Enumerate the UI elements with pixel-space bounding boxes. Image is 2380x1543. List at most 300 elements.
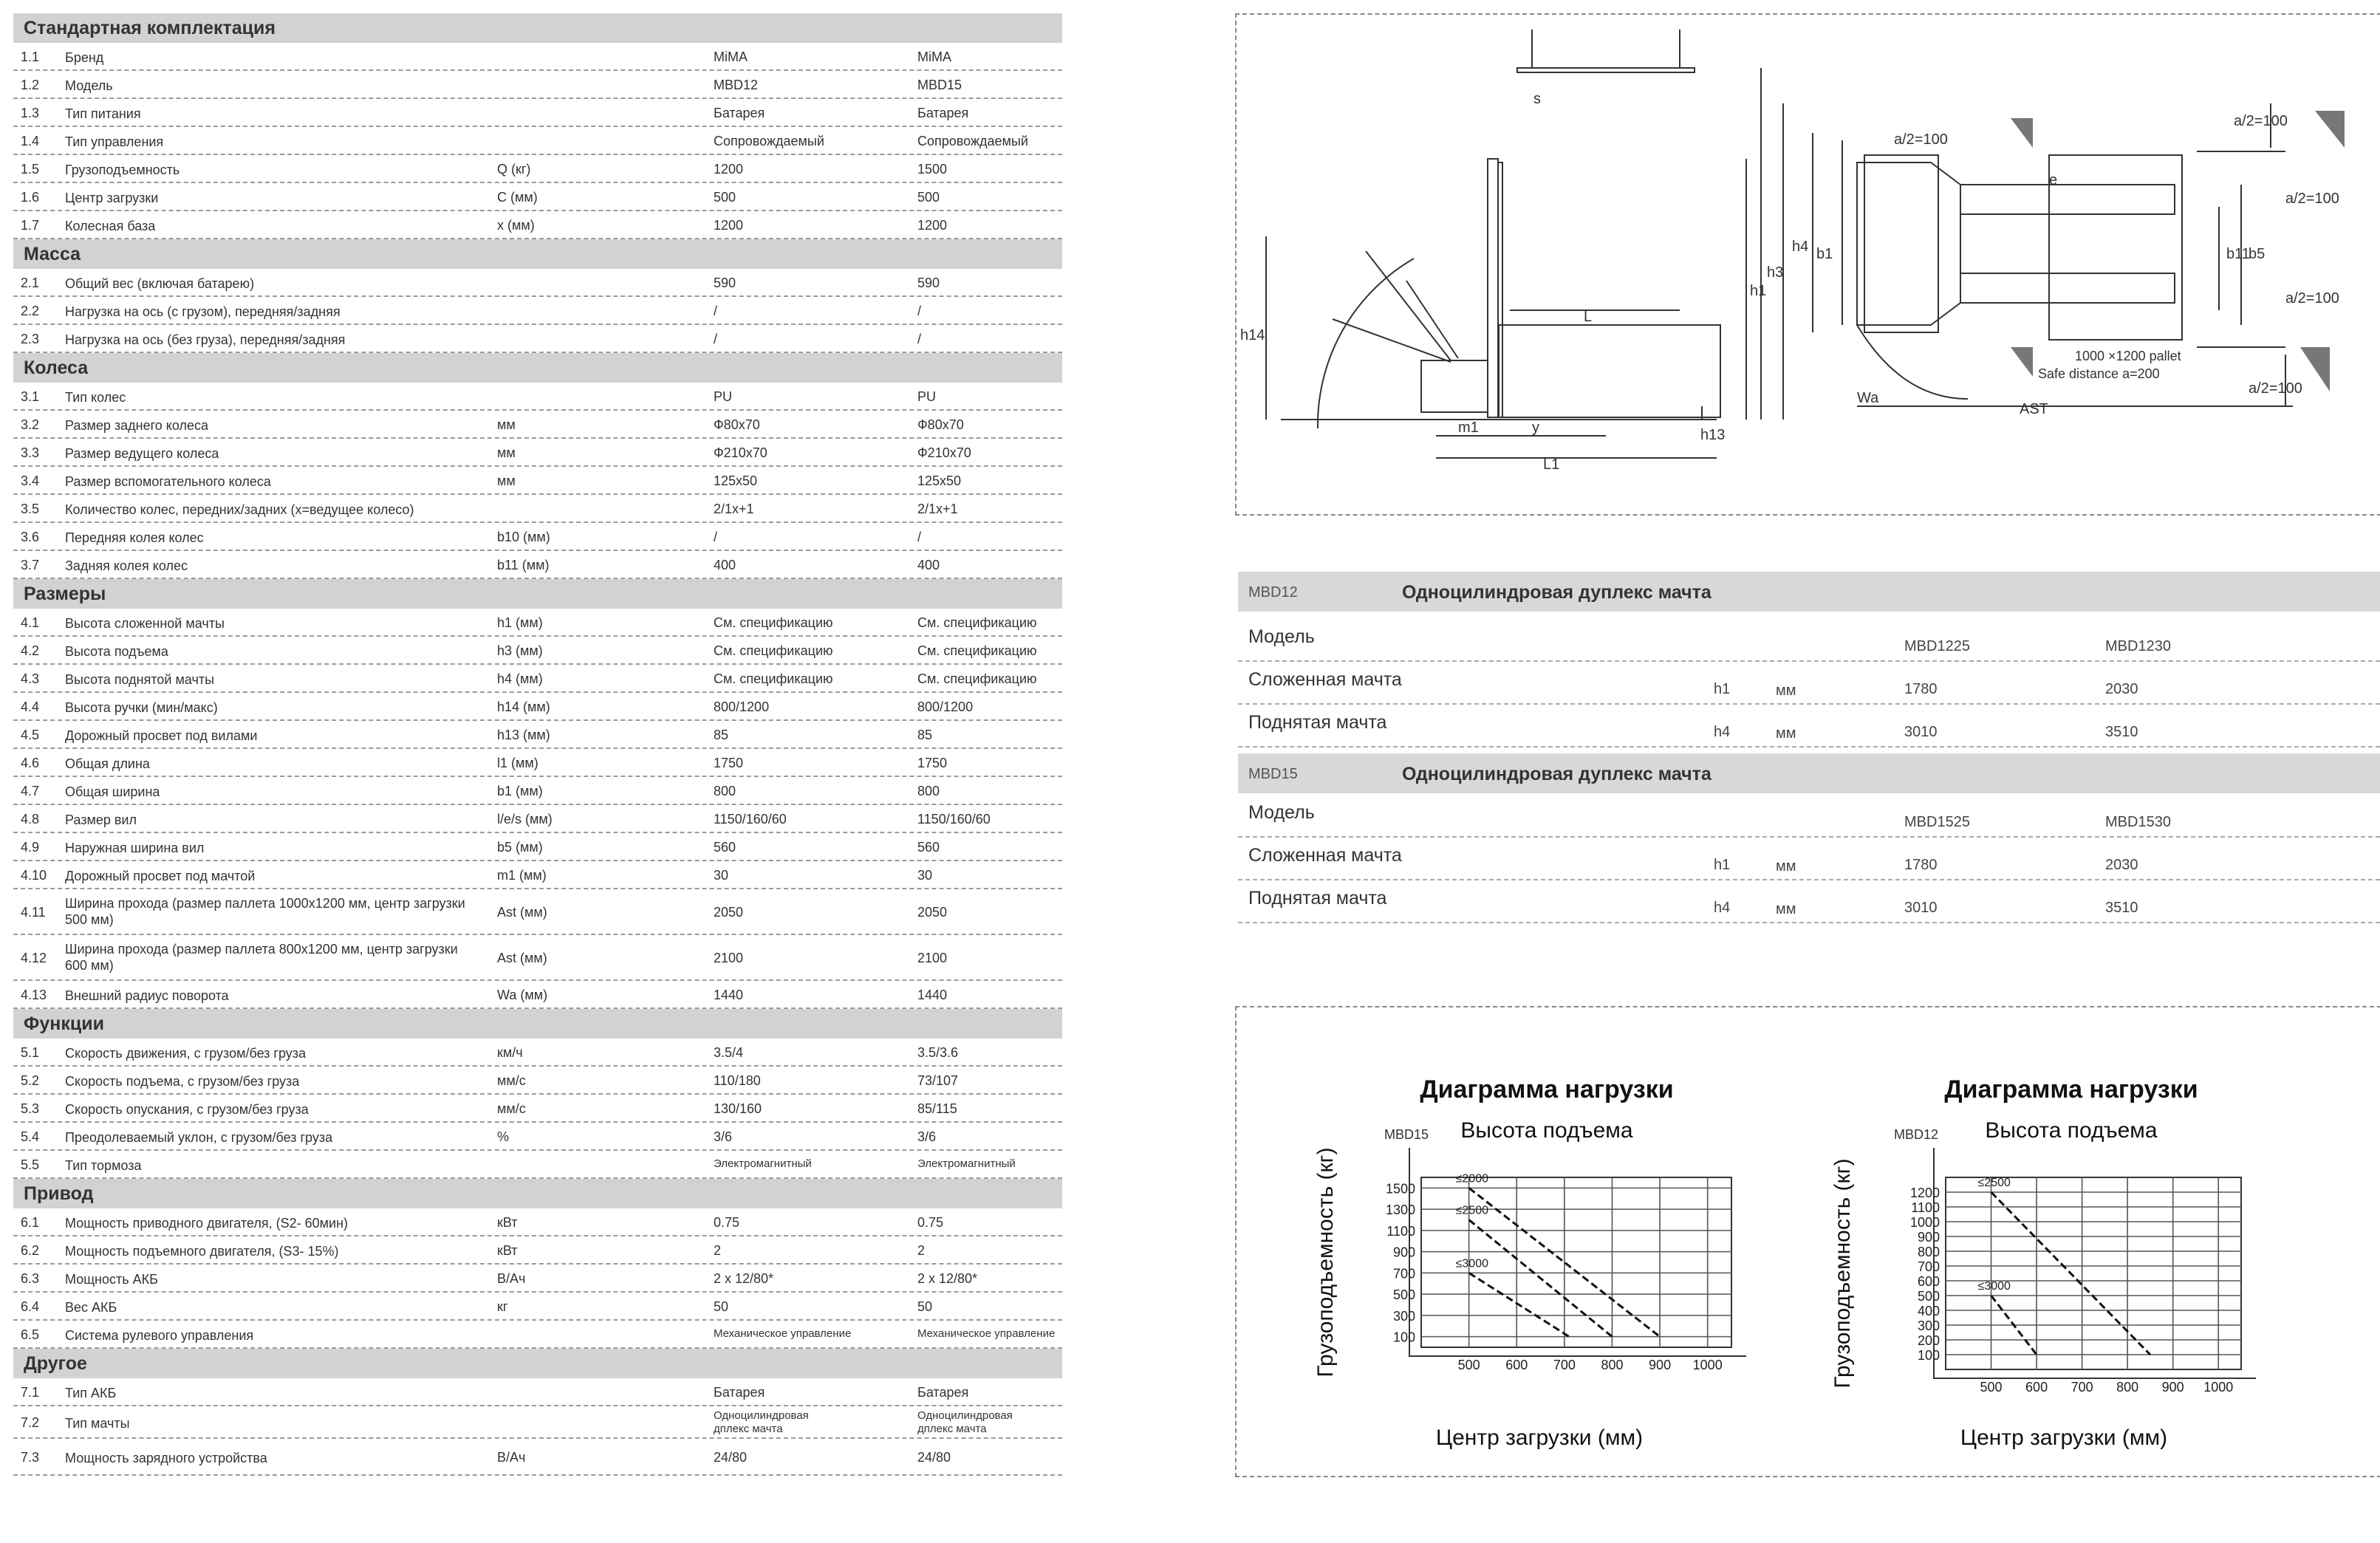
row-unit: l/e/s (мм) [497,812,553,827]
chart-xlabel: Центр загрузки (мм) [1435,1426,1644,1450]
mast-row [1238,795,2380,838]
dim-h14: h14 [1240,327,1265,343]
row-unit: b11 (мм) [497,558,550,572]
row-value-mbd12: 50 [714,1299,729,1314]
mast-row [1238,880,2380,923]
row-value-mbd12: Ф80x70 [714,417,760,432]
spec-row [13,1265,1062,1293]
mast-row [1238,662,2380,705]
row-value-mbd12: 125x50 [714,473,758,488]
row-unit: мм/с [497,1073,526,1088]
row-value-mbd15: 560 [917,840,940,855]
row-number: 4.1 [21,615,40,630]
mast-row-symbol: h1 [1714,681,1731,697]
dim-a2-5: a/2=100 [2249,380,2302,397]
row-number: 4.7 [21,784,40,798]
row-unit: h1 (мм) [497,615,543,630]
x-tick-label: 600 [2025,1380,2048,1395]
row-value-mbd15: 30 [917,868,933,883]
row-value-mbd15: См. спецификацию [917,643,1037,658]
row-unit: h14 (мм) [497,699,550,714]
spec-row [13,495,1062,523]
row-value-mbd12: / [714,530,718,544]
row-value-mbd12: MiMA [714,49,748,64]
spec-row [13,609,1062,637]
dim-AST: AST [2020,401,2048,417]
row-number: 3.1 [21,389,40,404]
row-unit: x (мм) [497,218,535,233]
row-value-mbd15: 2100 [917,951,948,965]
row-value-mbd15: / [917,530,922,544]
x-tick-label: 700 [2070,1380,2093,1395]
y-tick-label: 100 [1917,1348,1940,1363]
y-tick-label: 1000 [1909,1215,1940,1230]
row-name: Нагрузка на ось (без груза), передняя/задняя [65,332,346,347]
row-number: 3.6 [21,530,40,544]
spec-table [13,13,1062,1476]
row-name: Скорость движения, с грузом/без груза [65,1046,307,1061]
spec-row [13,637,1062,665]
chart-ylabel: Грузоподъемность (кг) [1313,1147,1338,1378]
row-name: Тип колес [65,390,126,405]
dim-L: L [1584,309,1593,325]
load-charts [1237,1007,2380,1476]
row-value-mbd12: 800 [714,784,736,798]
row-value-mbd12: 500 [714,190,736,205]
row-value-mbd12: 2 x 12/80* [714,1271,774,1286]
row-name: Вес АКБ [65,1300,117,1315]
mast-row-label: Модель [1248,802,1315,823]
row-value-mbd15: / [917,304,922,318]
row-value-mbd15: 3/6 [917,1129,937,1144]
dim-s: s [1533,91,1541,107]
row-unit: h4 (мм) [497,671,543,686]
dim-b1: b1 [1816,246,1833,262]
row-number: 3.5 [21,502,40,516]
row-value-mbd12: 3.5/4 [714,1045,744,1060]
spec-row [13,889,1062,935]
spec-row [13,1039,1062,1067]
y-tick-label: 500 [1917,1289,1940,1304]
spec-row [13,861,1062,889]
mast-row-v2: 2030 [2105,681,2138,697]
row-value-mbd12: 400 [714,558,736,572]
mast-table-header [1238,753,2380,793]
spec-row [13,721,1062,749]
spec-row [13,749,1062,777]
row-value-mbd15: Электромагнитный [917,1157,1016,1170]
mast-row-v2: 2030 [2105,857,2138,873]
row-name: Общий вес (включая батарею) [65,276,255,291]
y-tick-label: 300 [1392,1308,1415,1324]
dim-a2-2: a/2=100 [2234,113,2288,129]
load-curve-label: ≤3000 [1455,1257,1488,1270]
row-unit: b1 (мм) [497,784,543,798]
x-tick-label: 1000 [2203,1380,2234,1395]
spec-row [13,1095,1062,1123]
mast-row-v1: 1780 [1904,857,1938,873]
spec-row [13,777,1062,805]
row-number: 2.2 [21,304,40,318]
row-value-mbd15: 1200 [917,218,948,233]
spec-row [13,935,1062,981]
load-curve [1991,1192,2150,1355]
x-tick-label: 600 [1505,1358,1528,1372]
load-charts-frame [1235,1006,2380,1477]
row-value-mbd15: 800 [917,784,940,798]
x-tick-label: 500 [1457,1358,1480,1372]
dim-e: e [2049,172,2058,188]
spec-row [13,805,1062,833]
row-name: Тип АКБ [65,1386,117,1400]
mast-row-v2: MBD1230 [2105,638,2171,654]
row-unit: l1 (мм) [497,756,538,770]
row-number: 3.7 [21,558,40,572]
row-name: Система рулевого управления [65,1328,254,1343]
load-curve-label: ≤3000 [1977,1280,2011,1293]
row-number: 4.13 [21,988,47,1002]
y-tick-label: 700 [1917,1259,1940,1274]
row-value-mbd15: Сопровождаемый [917,134,1028,148]
y-tick-label: 600 [1917,1274,1940,1289]
row-number: 1.5 [21,162,40,177]
x-tick-label: 900 [2161,1380,2184,1395]
row-value-mbd15: / [917,332,922,346]
row-value-mbd15: 590 [917,276,940,290]
row-number: 1.3 [21,106,40,120]
row-value-mbd15: 500 [917,190,940,205]
section-header: Стандартная комплектация [13,13,1062,43]
row-name: Скорость опускания, с грузом/без груза [65,1102,309,1117]
dim-a2-1: a/2=100 [1894,131,1948,148]
mast-row-unit: мм [1776,858,1796,875]
row-number: 5.5 [21,1157,40,1172]
spec-row [13,1123,1062,1151]
spec-row [13,71,1062,99]
spec-row [13,439,1062,467]
row-value-mbd12: 1200 [714,162,744,177]
row-number: 1.4 [21,134,40,148]
mast-row-label: Поднятая мачта [1248,712,1387,733]
row-value-mbd15: 2 x 12/80* [917,1271,978,1286]
row-unit: Ast (мм) [497,905,547,920]
row-number: 4.5 [21,728,40,742]
y-tick-label: 300 [1917,1318,1940,1333]
row-value-mbd15: 800/1200 [917,699,974,714]
row-value-mbd12: 1750 [714,756,744,770]
dim-a2-3: a/2=100 [2285,191,2339,207]
row-number: 1.2 [21,78,40,92]
spec-row [13,1439,1062,1476]
row-number: 4.12 [21,951,47,965]
row-value-mbd15: См. спецификацию [917,615,1037,630]
row-value-mbd15: 73/107 [917,1073,959,1088]
row-unit: мм [497,473,516,488]
row-name: Высота сложенной мачты [65,616,225,631]
row-value-mbd12: Одноцилиндровая дплекс мачта [714,1409,809,1435]
section-header: Колеса [13,353,1062,383]
row-value-mbd15: 0.75 [917,1215,944,1230]
load-curve-label: ≤2000 [1455,1172,1488,1186]
spec-row [13,1208,1062,1236]
row-number: 5.3 [21,1101,40,1116]
row-unit: мм [497,445,516,460]
row-name: Мощность зарядного устройства [65,1451,267,1465]
row-number: 2.3 [21,332,40,346]
row-name: Скорость подъема, с грузом/без груза [65,1074,300,1089]
technical-drawing-frame [1235,13,2380,516]
row-value-mbd15: 50 [917,1299,933,1314]
mast-row-v2: MBD1530 [2105,814,2171,830]
row-name: Мощность АКБ [65,1272,158,1287]
section-header: Размеры [13,579,1062,609]
row-value-mbd15: Механическое управление [917,1327,1056,1340]
mast-row-symbol: h4 [1714,724,1731,740]
dim-h1: h1 [1750,283,1767,299]
row-value-mbd15: 1440 [917,988,948,1002]
y-tick-label: 800 [1917,1245,1940,1259]
y-tick-label: 1500 [1385,1181,1415,1197]
spec-row [13,523,1062,551]
spec-row [13,1151,1062,1179]
spec-row [13,127,1062,155]
row-value-mbd15: 1150/160/60 [917,812,991,827]
mast-row-label: Сложенная мачта [1248,845,1402,866]
spec-row [13,1236,1062,1265]
row-value-mbd12: См. спецификацию [714,671,833,686]
spec-row [13,269,1062,297]
chart-subtitle: Высота подъема [1985,1118,2158,1143]
spec-row [13,183,1062,211]
row-value-mbd15: 1500 [917,162,948,177]
row-name: Тип питания [65,106,141,121]
y-tick-label: 900 [1917,1230,1940,1245]
spec-row [13,981,1062,1009]
spec-row [13,693,1062,721]
spec-row [13,383,1062,411]
mast-row-v1: MBD1225 [1904,638,1970,654]
load-curve [1469,1273,1570,1336]
mast-row-unit: мм [1776,725,1796,742]
spec-row [13,1321,1062,1349]
y-tick-label: 400 [1917,1304,1940,1318]
row-value-mbd15: 2/1x+1 [917,502,958,516]
row-unit: км/ч [497,1045,523,1060]
section-header: Привод [13,1179,1062,1208]
mast-row [1238,619,2380,662]
chart-ylabel: Грузоподъемность (кг) [1830,1158,1855,1389]
row-number: 4.4 [21,699,40,714]
x-tick-label: 800 [2116,1380,2139,1395]
row-number: 4.2 [21,643,40,658]
spec-row [13,43,1062,71]
spec-row [13,665,1062,693]
row-unit: кВт [497,1243,518,1258]
row-name: Модель [65,78,113,93]
x-tick-label: 900 [1649,1358,1672,1372]
safe-distance-note: Safe distance a=200 [2038,366,2160,381]
dim-b11: b11 [2226,246,2250,262]
row-name: Размер заднего колеса [65,418,208,433]
row-value-mbd15: 1750 [917,756,948,770]
mast-row [1238,705,2380,747]
row-unit: В/Ач [497,1450,526,1465]
mast-row-v1: 3010 [1904,900,1938,916]
chart-model: MBD15 [1384,1127,1429,1142]
row-value-mbd12: Батарея [714,106,765,120]
row-value-mbd12: 1200 [714,218,744,233]
row-number: 6.1 [21,1215,40,1230]
row-unit: мм/с [497,1101,526,1116]
row-name: Размер вил [65,812,137,827]
row-value-mbd15: 85/115 [917,1101,957,1116]
row-value-mbd12: Ф210x70 [714,445,767,460]
row-value-mbd12: 2050 [714,905,744,920]
row-number: 4.8 [21,812,40,827]
row-number: 4.11 [21,905,46,920]
row-value-mbd12: 130/160 [714,1101,762,1116]
row-unit: кВт [497,1215,518,1230]
dim-b5: b5 [2249,246,2266,262]
mast-model: MBD12 [1248,584,1298,601]
row-value-mbd12: 2 [714,1243,722,1258]
row-name: Тип тормоза [65,1158,142,1173]
section-header: Функции [13,1009,1062,1039]
row-value-mbd15: 3.5/3.6 [917,1045,959,1060]
chart-xlabel: Центр загрузки (мм) [1960,1426,2168,1450]
row-number: 7.3 [21,1450,40,1465]
row-value-mbd15: 400 [917,558,940,572]
load-curve-label: ≤2500 [1455,1204,1488,1217]
spec-row [13,833,1062,861]
row-name: Наружная ширина вил [65,841,205,855]
load-curve-label: ≤2500 [1977,1177,2011,1189]
row-value-mbd12: 24/80 [714,1450,748,1465]
spec-row [13,325,1062,353]
row-unit: b5 (мм) [497,840,543,855]
row-value-mbd12: Сопровождаемый [714,134,824,148]
dim-y: y [1532,420,1539,436]
row-value-mbd12: 2100 [714,951,744,965]
dim-L1: L1 [1543,456,1560,473]
row-number: 1.7 [21,218,40,233]
mast-row-v2: 3510 [2105,900,2138,916]
row-value-mbd12: Электромагнитный [714,1157,812,1170]
row-name: Центр загрузки [65,191,159,205]
row-number: 4.10 [21,868,47,883]
mast-row [1238,838,2380,880]
mast-row-unit: мм [1776,901,1796,917]
row-name: Высота ручки (мин/макс) [65,700,218,715]
row-value-mbd15: PU [917,389,937,404]
load-curve [1469,1220,1613,1337]
section-header: Другое [13,1349,1062,1378]
dim-h13: h13 [1700,427,1726,443]
row-value-mbd12: 560 [714,840,736,855]
row-name: Бренд [65,50,104,65]
chart-title: Диаграмма нагрузки [1420,1075,1674,1104]
row-name: Общая длина [65,756,150,771]
chart-model: MBD12 [1894,1127,1939,1142]
mast-title: Одноцилиндровая дуплекс мачта [1402,582,1712,603]
dim-h3: h3 [1767,264,1784,281]
spec-row [13,211,1062,239]
spec-row [13,411,1062,439]
row-number: 6.2 [21,1243,40,1258]
row-value-mbd12: См. спецификацию [714,615,833,630]
row-value-mbd15: 85 [917,728,933,742]
row-unit: m1 (мм) [497,868,547,883]
row-value-mbd12: 3/6 [714,1129,733,1144]
y-tick-label: 900 [1392,1245,1415,1260]
row-value-mbd15: Батарея [917,1385,969,1400]
spec-row [13,467,1062,495]
row-value-mbd12: PU [714,389,733,404]
row-number: 7.2 [21,1415,40,1430]
row-value-mbd12: 1440 [714,988,744,1002]
row-number: 1.1 [21,49,40,64]
row-unit: В/Ач [497,1271,526,1286]
row-value-mbd15: MiMA [917,49,951,64]
row-unit: Wa (мм) [497,988,548,1002]
row-name: Передняя колея колес [65,530,204,545]
section-header: Масса [13,239,1062,269]
row-number: 1.6 [21,190,40,205]
row-number: 4.9 [21,840,40,855]
row-unit: мм [497,417,516,432]
row-name: Колесная база [65,219,156,233]
row-value-mbd15: 24/80 [917,1450,951,1465]
x-tick-label: 700 [1553,1358,1576,1372]
row-value-mbd12: MBD12 [714,78,759,92]
spec-row [13,297,1062,325]
row-name: Мощность приводного двигателя, (S2- 60мин) [65,1216,349,1231]
x-tick-label: 500 [1980,1380,2003,1395]
row-value-mbd15: MBD15 [917,78,962,92]
row-name: Тип управления [65,134,164,149]
row-value-mbd15: Ф80x70 [917,417,964,432]
row-unit: b10 (мм) [497,530,550,544]
row-value-mbd12: 800/1200 [714,699,770,714]
row-value-mbd15: 2 [917,1243,926,1258]
mast-model: MBD15 [1248,766,1298,782]
mast-row-unit: мм [1776,682,1796,699]
mast-row-label: Модель [1248,626,1315,647]
row-number: 6.4 [21,1299,40,1314]
row-number: 2.1 [21,276,40,290]
row-unit: Ast (мм) [497,951,547,965]
row-value-mbd15: См. спецификацию [917,671,1037,686]
row-value-mbd12: 2/1x+1 [714,502,754,516]
mast-row-v1: MBD1525 [1904,814,1970,830]
spec-row [13,1406,1062,1439]
x-tick-label: 1000 [1692,1358,1723,1372]
y-tick-label: 700 [1392,1266,1415,1282]
row-name: Размер вспомогательного колеса [65,474,271,489]
y-tick-label: 500 [1392,1287,1415,1303]
row-name: Задняя колея колес [65,558,188,573]
pallet-note: 1000 ×1200 pallet [2075,349,2181,363]
spec-row [13,1378,1062,1406]
row-number: 5.4 [21,1129,40,1144]
dim-Wa: Wa [1857,390,1879,406]
row-number: 6.5 [21,1327,40,1342]
row-name: Преодолеваемый уклон, с грузом/без груза [65,1130,333,1145]
y-tick-label: 200 [1917,1333,1940,1348]
row-value-mbd15: 125x50 [917,473,962,488]
row-number: 4.3 [21,671,40,686]
row-number: 3.4 [21,473,40,488]
